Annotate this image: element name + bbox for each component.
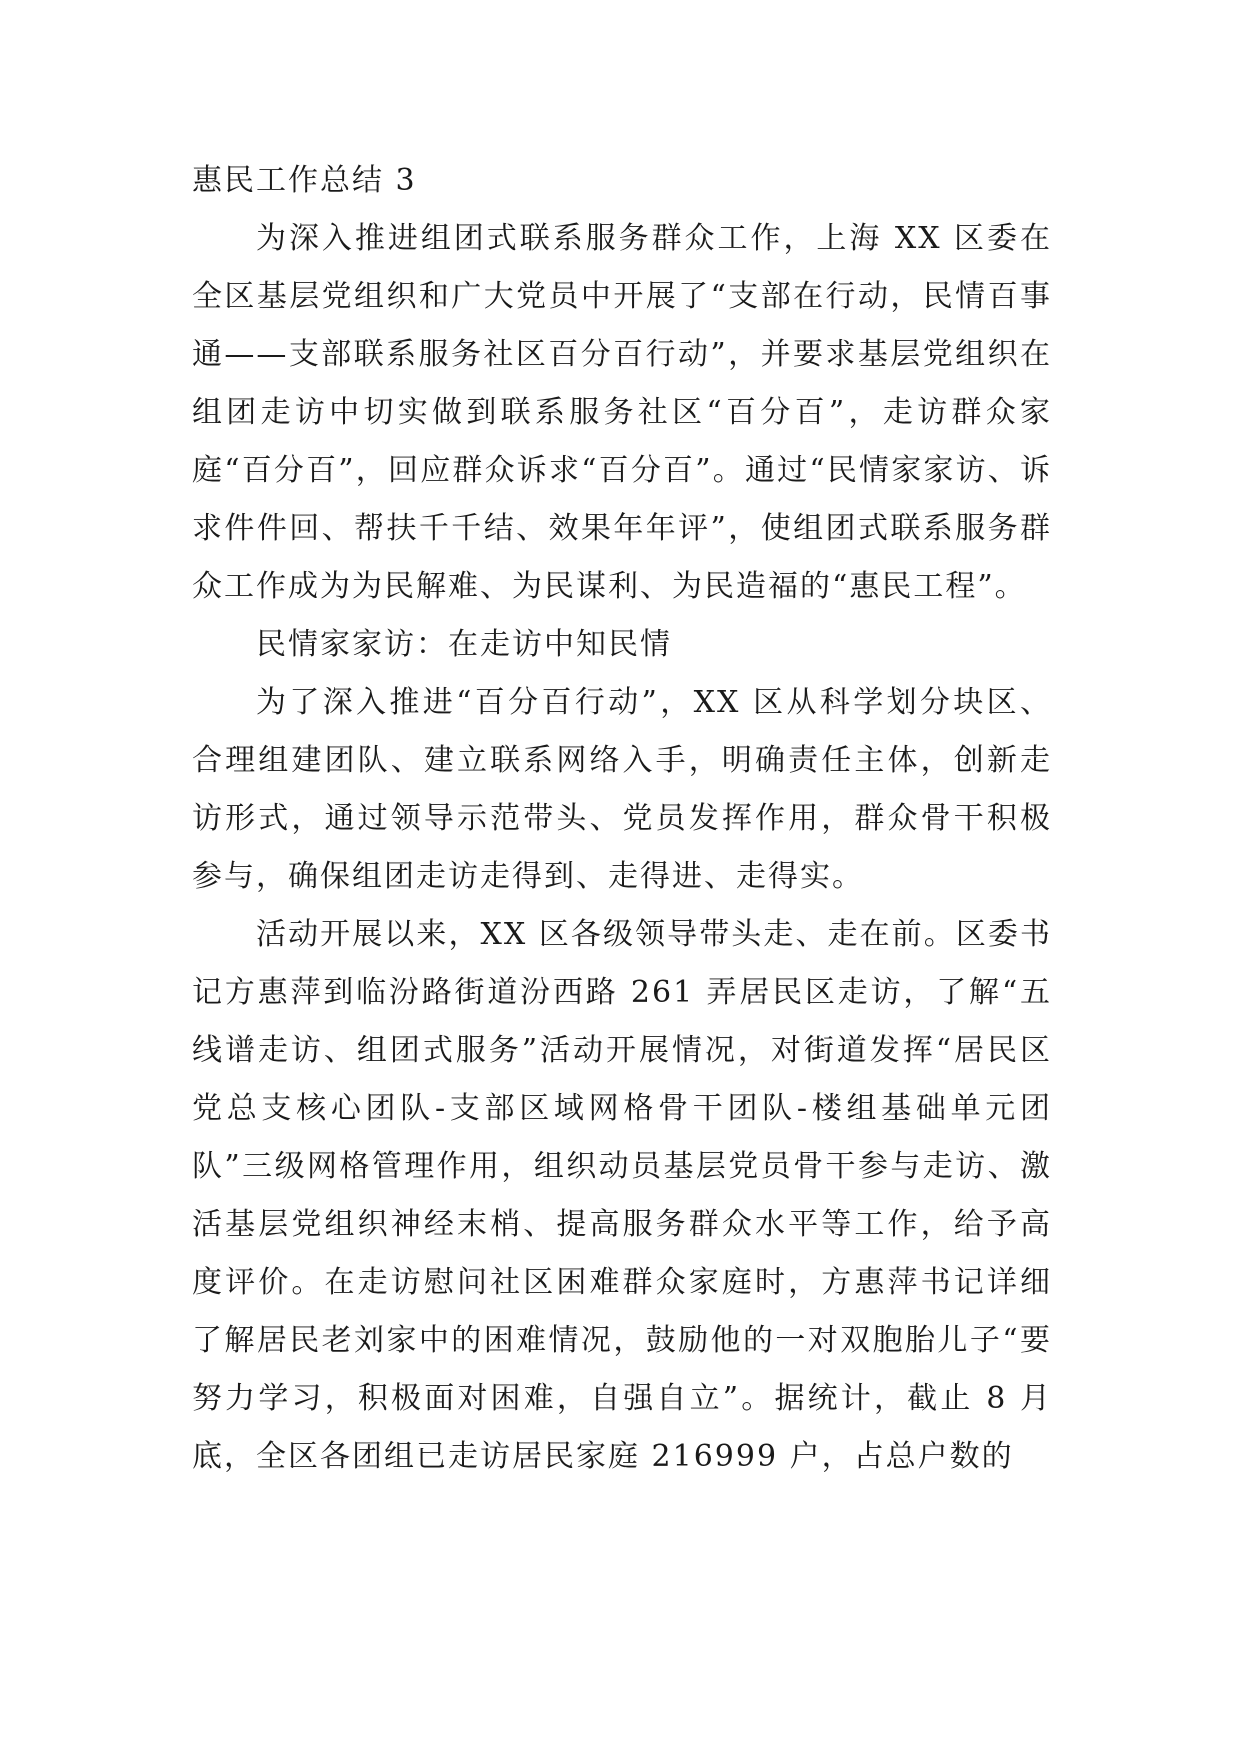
paragraph-intro: 为深入推进组团式联系服务群众工作，上海 XX 区委在全区基层党组织和广大党员中开展了“支部在行动，民情百事通——支部联系服务社区百分百行动”，并要求基层党组织在组团走访中切实做到联系服务社区“百分百”，走访群众家庭“百分百”，回应群众诉求“百分百”。通过“民情家家访、诉求件件回、帮扶千千结、效果年年评”，使组团式联系服务群众工作成为为民解难、为民谋利、为民造福的“惠民工程”。 <box>192 221 1052 604</box>
document-body <box>192 152 1052 1486</box>
section-heading: 民情家家访：在走访中知民情 <box>256 627 672 662</box>
paragraph-approach: 为了深入推进“百分百行动”，XX 区从科学划分块区、合理组建团队、建立联系网络入手，明确责任主体，创新走访形式，通过领导示范带头、党员发挥作用，群众骨干积极参与，确保组团走访走得到、走得进、走得实。 <box>192 685 1052 894</box>
paragraph-activities: 活动开展以来，XX 区各级领导带头走、走在前。区委书记方惠萍到临汾路街道汾西路 261 弄居民区走访，了解“五线谱走访、组团式服务”活动开展情况，对街道发挥“居民区党总支核心团队-支部区域网格骨干团队-楼组基础单元团队”三级网格管理作用，组织动员基层党员骨干参与走访、激活基层党组织神经末梢、提高服务群众水平等工作，给予高度评价。在走访慰问社区困难群众家庭时，方惠萍书记详细了解居民老刘家中的困难情况，鼓励他的一对双胞胎儿子“要努力学习，积极面对困难，自强自立”。据统计，截止 8 月底，全区各团组已走访居民家庭 216999 户，占总户数的 <box>192 917 1052 1474</box>
document-title: 惠民工作总结 3 <box>192 163 417 198</box>
